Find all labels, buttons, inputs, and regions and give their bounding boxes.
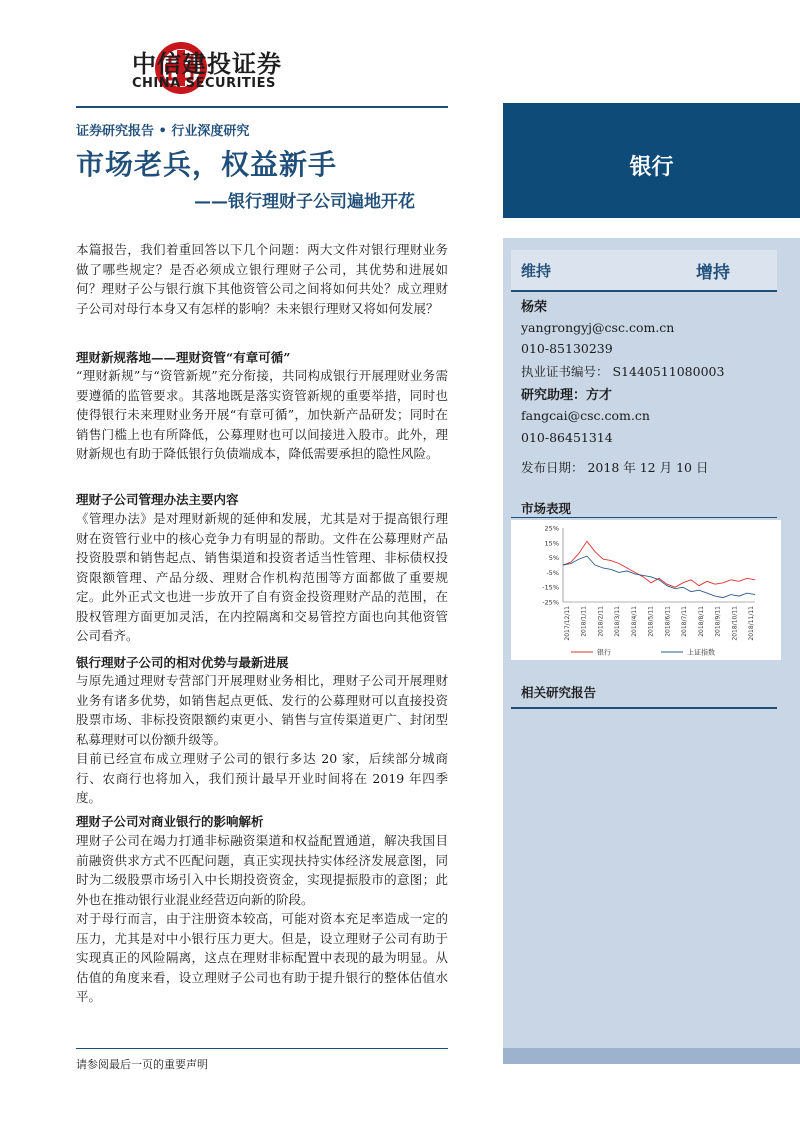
section-text-4b: 对于母行而言，由于注册资本较高，可能对资本充足率造成一定的压力，尤其是对中小银行压力更大。但是，设立理财子公司有助于实现真正的风险隔离，这点在理财非标配置中表现的最为明显。从估值的角度来看，设立理财子公司也有助于提升银行的整体估值水平。 bbox=[76, 911, 448, 1004]
section-text-2: 《管理办法》是对理财新规的延伸和发展，尤其是对于提高银行理财在资管行业中的核心竞争力有明显的帮助。文件在公募理财产品投资股票和销售起点、销售渠道和投资者适当性管理、非标债权投资限额管理、产品分级、理财合作机构范围等方面都做了重要规定。此外正式文也进一步放开了自有资金投资理财产品的范围，在股权管理方面更加灵活，在内控隔离和交易管控方面也向其他资管公司看齐。 bbox=[76, 511, 448, 643]
assistant-phone: 010-86451314 bbox=[521, 430, 613, 445]
chart-y-tick-label: 15% bbox=[544, 539, 559, 548]
chart-legend-label: 银行 bbox=[597, 648, 611, 657]
chart-x-tick-label: 2018/8/11 bbox=[697, 606, 705, 637]
chart-x-tick-label: 2018/5/11 bbox=[647, 606, 655, 637]
chart-y-tick-label: -5% bbox=[546, 568, 559, 577]
market-performance-chart bbox=[511, 520, 781, 660]
footer-notice: 请参阅最后一页的重要声明 bbox=[76, 1058, 208, 1071]
logo-text-en: CHINA SECURITIES bbox=[132, 76, 276, 91]
chart-y-tick-label: 5% bbox=[548, 554, 559, 563]
chart-x-tick-label: 2018/9/11 bbox=[714, 606, 722, 637]
analyst-name: 杨荣 bbox=[521, 300, 548, 315]
chart-x-tick-label: 2018/11/11 bbox=[748, 606, 755, 641]
analyst-license: 执业证书编号： S1440511080003 bbox=[521, 364, 725, 379]
sidebar-footer-band bbox=[503, 1048, 800, 1064]
intro-paragraph: 本篇报告，我们着重回答以下几个问题：两大文件对银行理财业务做了哪些规定？是否必须成立银行理财子公司，其优势和进展如何？理财子公与银行旗下其他资管公司之间将如何共处？成立理财子公司对母行本身又有怎样的影响？未来银行理财又将如何发展？ bbox=[76, 242, 448, 316]
analyst-email: yangrongyj@csc.com.cn bbox=[521, 320, 675, 335]
footer-divider bbox=[76, 1048, 448, 1049]
section-title-3: 银行理财子公司的相对优势与最新进展 bbox=[76, 655, 289, 670]
assistant-name: 研究助理：方才 bbox=[521, 388, 613, 403]
market-title-divider bbox=[511, 517, 777, 518]
page-subtitle: ——银行理财子公司遍地开花 bbox=[194, 192, 415, 212]
report-type: 证券研究报告 • 行业深度研究 bbox=[76, 124, 250, 139]
market-performance-title: 市场表现 bbox=[521, 501, 572, 516]
chart-x-tick-label: 2018/2/11 bbox=[597, 606, 605, 637]
page-title: 市场老兵，权益新手 bbox=[76, 148, 338, 181]
chart-x-tick-label: 2018/7/11 bbox=[681, 606, 689, 637]
chart-x-tick-label: 2018/4/11 bbox=[630, 606, 638, 637]
chart-x-tick-label: 2018/3/11 bbox=[614, 606, 622, 637]
section-text-3a: 与原先通过理财专营部门开展理财业务相比，理财子公司开展理财业务有诸多优势，如销售起点更低、发行的公募理财可以直接投资股票市场、非标投资限额约束更小、销售与宣传渠道更广、封闭型私募理财可以份额升级等。 bbox=[76, 673, 448, 747]
logo-text-cn: 中信建投证券 bbox=[132, 50, 282, 78]
rating-action: 维持 bbox=[521, 262, 552, 280]
section-title-1: 理财新规落地——理财资管“有章可循” bbox=[76, 350, 291, 365]
analyst-phone: 010-85130239 bbox=[521, 341, 613, 356]
related-reports-title: 相关研究报告 bbox=[521, 685, 597, 700]
related-reports-divider bbox=[511, 707, 777, 709]
chart-legend-label: 上证指数 bbox=[687, 648, 715, 657]
chart-y-tick-label: 25% bbox=[544, 524, 559, 533]
chart-x-tick-label: 2018/1/11 bbox=[580, 606, 588, 637]
section-title-2: 理财子公司管理办法主要内容 bbox=[76, 492, 239, 507]
chart-x-tick-label: 2018/10/11 bbox=[731, 606, 739, 641]
section-title-4: 理财子公司对商业银行的影响解析 bbox=[76, 814, 264, 829]
rating-value: 增持 bbox=[696, 263, 730, 283]
industry-label: 银行 bbox=[629, 155, 674, 180]
section-text-3b: 目前已经宣布成立理财子公司的银行多达 20 家，后续部分城商行、农商行也将加入，我们预计最早开业时间将在 2019 年四季度。 bbox=[76, 751, 448, 805]
assistant-email: fangcai@csc.com.cn bbox=[521, 408, 650, 423]
section-text-1: “理财新规”与“资管新规”充分衔接，共同构成银行开展理财业务需要遵循的监管要求。其落地既是落实资管新规的重要举措，同时也使得银行未来理财业务开展“有章可循”，加快新产品研发；同时在销售门槛上也有所降低，公募理财也可以间接进入股市。此外，理财新规也有助于降低银行负债端成本，降低需要承担的隐性风险。 bbox=[76, 368, 448, 461]
chart-x-tick-label: 2018/6/11 bbox=[664, 606, 672, 637]
chart-x-tick-label: 2017/12/11 bbox=[564, 606, 571, 641]
header-divider bbox=[76, 106, 448, 108]
publish-date: 发布日期： 2018 年 12 月 10 日 bbox=[521, 460, 709, 475]
chart-y-tick-label: -25% bbox=[542, 598, 559, 607]
chart-y-tick-label: -15% bbox=[542, 583, 559, 592]
section-text-4a: 理财子公司在竭力打通非标融资渠道和权益配置通道，解决我国目前融资供求方式不匹配问题，真正实现扶持实体经济发展意图，同时为二级股票市场引入中长期投资资金，实现提振股市的意图；此外也在推动银行业混业经营迈向新的阶段。 bbox=[76, 833, 448, 907]
